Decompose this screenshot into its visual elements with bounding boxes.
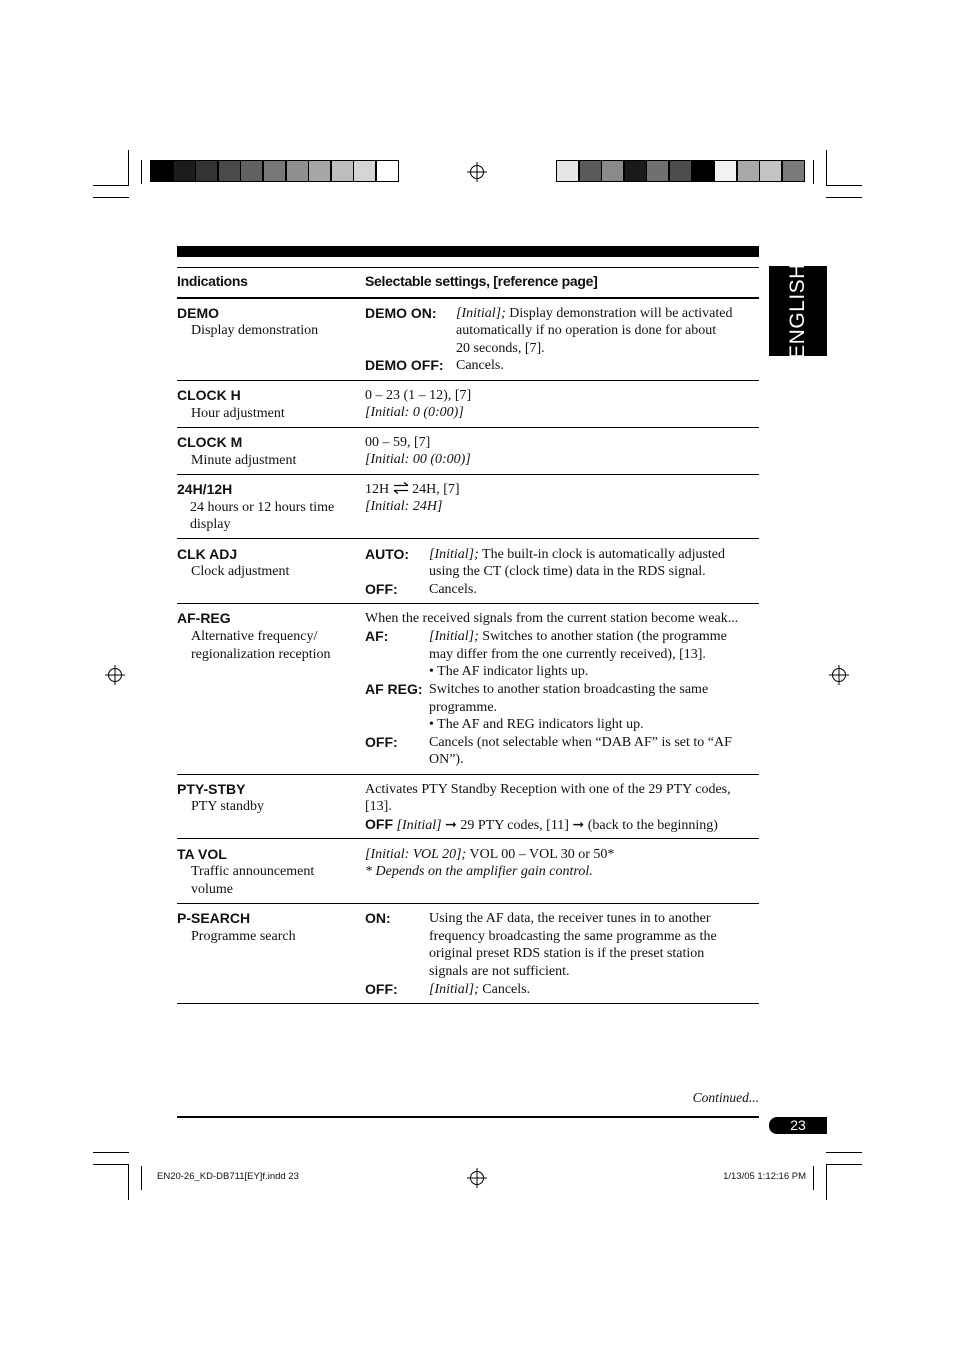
indication-description: display [190,517,231,532]
divider [177,427,759,428]
crop-mark [813,160,814,184]
indication-description: PTY standby [191,799,264,814]
crop-mark [128,1164,129,1200]
crop-mark [93,185,129,186]
column-header-settings: Selectable settings, [reference page] [365,273,598,289]
setting-label: DEMO ON: [365,305,437,321]
indication-description: Minute adjustment [191,453,297,468]
table-row-pty-stby [177,780,759,836]
crop-mark [826,1164,862,1165]
column-header-indications: Indications [177,273,248,289]
color-swatch [263,160,286,182]
indication-description: 24 hours or 12 hours time [190,500,335,515]
setting-text: Activates PTY Standby Reception with one of the 29 PTY codes, [365,782,731,797]
setting-label: OFF: [365,734,398,750]
color-swatch [759,160,782,182]
indication-title: CLK ADJ [177,546,238,562]
setting-label: DEMO OFF: [365,357,444,373]
language-tab [769,263,827,359]
indication-description: volume [191,882,233,897]
table-row-ta-vol [177,845,759,901]
divider [177,903,759,904]
divider [177,603,759,604]
divider [177,267,759,268]
color-swatch [353,160,376,182]
crop-mark [141,160,142,184]
indication-title: AF-REG [177,610,231,626]
setting-text: Cancels. [456,358,504,373]
indication-description: Alternative frequency/ [191,629,318,644]
setting-text: [Initial]; Cancels. [429,982,531,997]
indication-title: P-SEARCH [177,910,251,926]
setting-text: frequency broadcasting the same programme as the [429,929,717,944]
color-swatch [669,160,692,182]
setting-text: [Initial: 24H] [365,499,443,514]
setting-text: * Depends on the amplifier gain control. [365,864,593,879]
color-swatch [624,160,647,182]
crop-mark [826,150,827,186]
crop-mark [141,1166,142,1190]
setting-label: AF: [365,628,389,644]
setting-text: 00 – 59, [7] [365,435,431,450]
divider [177,1116,759,1118]
color-swatch [646,160,669,182]
color-swatch [737,160,760,182]
setting-text: Switches to another station broadcasting the same [429,682,709,697]
indication-title: CLOCK H [177,387,241,403]
color-swatch [782,160,805,182]
crop-mark [93,1164,129,1165]
setting-text: [13]. [365,799,392,814]
indication-title: 24H/12H [177,481,233,497]
arrow-right-icon: ➞ [445,818,457,833]
setting-text: OFF [Initial] ➞ 29 PTY codes, [11] ➞ (back to the beginning) [365,816,718,833]
setting-label: OFF: [365,581,398,597]
crop-mark [93,1152,129,1153]
divider [177,297,759,299]
setting-label: OFF: [365,981,398,997]
indication-description: Clock adjustment [191,564,290,579]
setting-text: [Initial]; Switches to another station (the programme [429,629,727,644]
indication-title: TA VOL [177,846,227,862]
crop-mark [826,1152,862,1153]
crop-mark [93,197,129,198]
indication-description: regionalization reception [191,647,331,662]
setting-text: When the received signals from the current station become weak... [365,611,739,626]
arrow-right-icon: ➞ [572,818,585,833]
setting-text: original preset RDS station is if the preset station [429,946,705,961]
setting-text: [Initial]; Display demonstration will be activated [456,306,733,321]
setting-text: Using the AF data, the receiver tunes in to another [429,911,711,926]
crop-mark [826,1164,827,1200]
indication-description: Hour adjustment [191,406,285,421]
setting-label: AF REG: [365,681,423,697]
setting-text: • The AF indicator lights up. [429,664,589,679]
setting-label: AUTO: [365,546,410,562]
setting-text: [Initial: 0 (0:00)] [365,405,464,420]
table-row-clock-h [177,386,759,426]
color-swatch [331,160,354,182]
toggle-arrows-icon [393,482,409,494]
setting-text: [Initial: VOL 20]; VOL 00 – VOL 30 or 50* [365,847,615,862]
registration-mark-icon [470,1171,484,1185]
indication-title: DEMO [177,305,219,321]
crop-mark [128,150,129,186]
setting-text: [Initial: 00 (0:00)] [365,452,471,467]
table-row-af-reg [177,609,759,771]
indication-description: Display demonstration [191,323,319,338]
setting-text: ON”). [429,752,464,767]
crop-mark [813,1166,814,1190]
color-swatch [150,160,173,182]
setting-text: • The AF and REG indicators light up. [429,717,644,732]
divider [177,774,759,775]
divider [177,838,759,839]
indication-title: CLOCK M [177,434,243,450]
color-swatch [376,160,399,182]
setting-text: Cancels. [429,582,477,597]
divider [177,380,759,381]
table-row-clock-m [177,433,759,473]
table-top-bar [177,246,759,257]
color-swatch [579,160,602,182]
continued-note: Continued... [692,1090,759,1105]
color-swatch [240,160,263,182]
color-swatch [286,160,309,182]
setting-text: automatically if no operation is done for about [456,323,717,338]
indication-description: Programme search [191,929,296,944]
footer-timestamp: 1/13/05 1:12:16 PM [723,1171,806,1182]
setting-text: 0 – 23 (1 – 12), [7] [365,388,472,403]
setting-text: 12H 24H, [7] [365,482,460,497]
table-row-clk-adj [177,545,759,601]
setting-label: ON: [365,910,391,926]
color-swatch [556,160,579,182]
divider [177,474,759,475]
setting-text: signals are not sufficient. [429,964,570,979]
color-swatch [308,160,331,182]
crop-mark [826,185,862,186]
setting-text: Cancels (not selectable when “DAB AF” is set to “AF [429,735,732,750]
color-swatch [218,160,241,182]
crop-mark [826,197,862,198]
registration-mark-icon [108,668,122,682]
footer-filename: EN20-26_KD-DB711[EY]f.indd 23 [157,1171,299,1182]
setting-text: may differ from the one currently received), [13]. [429,647,706,662]
color-swatch [173,160,196,182]
setting-text: using the CT (clock time) data in the RDS signal. [429,564,706,579]
registration-mark-icon [470,165,484,179]
table-row-24h-12h [177,480,759,536]
color-swatch [714,160,737,182]
setting-text: programme. [429,700,498,715]
color-swatch [692,160,715,182]
page-number: 23 [769,1117,827,1134]
setting-text: 20 seconds, [7]. [456,341,545,356]
color-swatch [195,160,218,182]
divider [177,1003,759,1004]
language-tab-label: ENGLISH [786,263,809,359]
indication-title: PTY-STBY [177,781,246,797]
setting-text: [Initial]; The built-in clock is automatically adjusted [429,547,726,562]
settings-cell [365,304,759,376]
table-row-p-search [177,909,759,1001]
color-swatch [601,160,624,182]
divider [177,538,759,539]
indication-description: Traffic announcement [191,864,315,879]
table-row-demo [177,304,759,380]
registration-mark-icon [832,668,846,682]
